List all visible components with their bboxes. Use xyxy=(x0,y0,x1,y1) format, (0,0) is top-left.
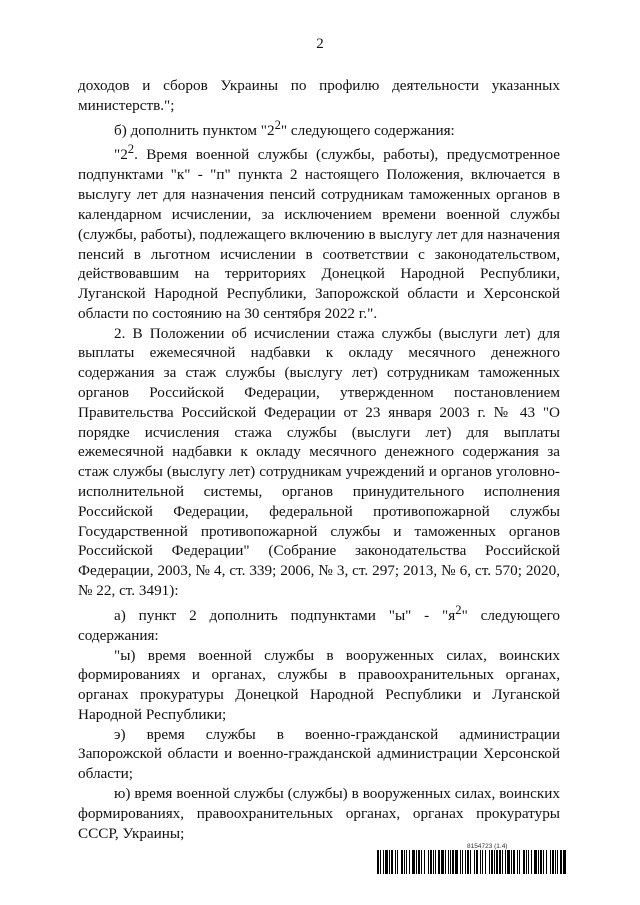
paragraph-4: 2. В Положении об исчислении стажа службы (выслуги лет) для выплаты ежемесячной надбавки к окладу месячного денежного содержания за стаж службы (выслугу лет) сотрудникам таможенных органов Российской Федерации, утвержденном постановлением Правительства Российской Федерации от 23 января 2003 г. № 43 "О порядке исчисления стажа службы (выслуги лет) для выплаты ежемесячной надбавки к окладу месячного денежного содержания за стаж службы (выслугу лет) сотрудникам учреждений и органов уголовно-исполнительной системы, органов принудительного исполнения Российской Федерации, федеральной противопожарной службы Государственной противопожарной службы и таможенных органов Российской Федерации" (Собрание законодательства Российской Федерации, 2003, № 4, ст. 339; 2006, № 3, ст. 297; 2013, № 6, ст. 570; 2020, № 22, ст. 3491): xyxy=(78,324,560,600)
document-body xyxy=(78,76,560,843)
paragraph-2: б) дополнить пунктом "$2^2$" следующего содержания: xyxy=(114,117,455,139)
page-number: 2 xyxy=(316,36,324,52)
barcode-number: 8154723 (1.4) xyxy=(467,843,508,850)
paragraph-8: ю) время военной службы (службы) в вооруженных силах, воинских формированиях, правоохранительных органах, органах прокуратуры СССР, Украины; xyxy=(78,785,560,842)
paragraph-7: э) время службы в военно-гражданской администрации Запорожской области и военно-гражданской администрации Херсонской области; xyxy=(78,725,560,783)
paragraph-1: доходов и сборов Украины по профилю деятельности указанных министерств."; xyxy=(78,77,560,114)
paragraph-5: а) пункт 2 дополнить подпунктами "ы" - "$я^2$" следующего содержания: xyxy=(78,602,561,644)
paragraph-3: "$2^2$. Время военной службы (службы, работы), предусмотренное подпунктами "к" - "п" пункта 2 настоящего Положения, включается в выслугу лет для назначения пенсий сотрудникам таможенных органов в календарном исчислении, за исключением времени военной службы (службы, работы), подлежащего включению в выслугу лет для назначения пенсий в льготном исчислении в соответствии с законодательством, действовавшим на территориях Донецкой Народной Республики, Луганской Народной Республики, Запорожской области и Херсонской области по состоянию на 30 сентября 2022 г.". xyxy=(78,142,560,322)
barcode xyxy=(377,850,567,874)
paragraph-6: "ы) время военной службы в вооруженных силах, воинских формированиях и органах, службы в правоохранительных органах, органах прокуратуры Донецкой Народной Республики и Луганской Народной Республики; xyxy=(78,646,560,723)
